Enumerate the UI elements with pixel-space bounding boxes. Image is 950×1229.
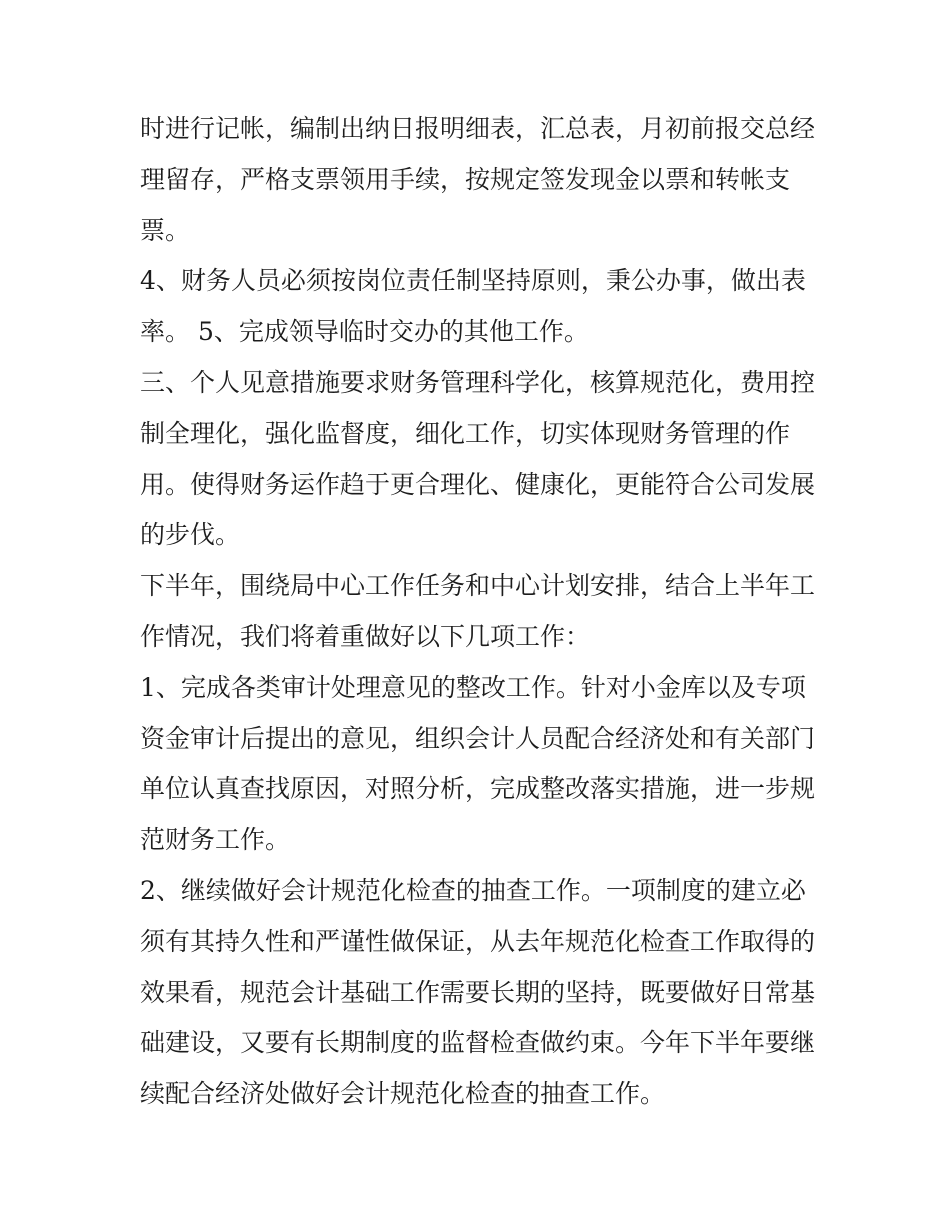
text-line: 时进行记帐，编制出纳日报明细表，汇总表，月初前报交总经 xyxy=(140,114,816,143)
text-line: 范财务工作。 xyxy=(140,825,291,855)
text-line: 票。 xyxy=(140,215,191,245)
text-line: 资金审计后提出的意见，组织会计人员配合经济处和有关部门 xyxy=(140,723,816,753)
paragraph-task-1 xyxy=(140,663,820,866)
text-line: 单位认真查找原因，对照分析，完成整改落实措施，进一步规 xyxy=(140,774,816,804)
text-line: 下半年，围绕局中心工作任务和中心计划安排，结合上半年工 xyxy=(140,571,816,601)
text-line: 作情况，我们将着重做好以下几项工作： xyxy=(140,621,591,651)
paragraph-task-2 xyxy=(140,866,820,1120)
text-line: 4、财务人员必须按岗位责任制坚持原则，秉公办事，做出表 xyxy=(140,266,806,296)
paragraph-item-4-5 xyxy=(140,256,820,358)
text-line: 续配合经济处做好会计规范化检查的抽查工作。 xyxy=(140,1079,666,1109)
text-line: 理留存，严格支票领用手续，按规定签发现金以票和转帐支 xyxy=(140,164,791,194)
paragraph-section-3 xyxy=(140,358,820,561)
text-line: 用。使得财务运作趋于更合理化、健康化，更能符合公司发展 xyxy=(140,469,816,499)
paragraph-cashier-duties xyxy=(140,104,820,256)
paragraph-second-half-intro xyxy=(140,561,820,663)
text-line: 1、完成各类审计处理意见的整改工作。针对小金库以及专项 xyxy=(140,672,806,702)
text-line: 制全理化，强化监督度，细化工作，切实体现财务管理的作 xyxy=(140,418,791,448)
text-line: 三、个人见意措施要求财务管理科学化，核算规范化，费用控 xyxy=(140,367,816,397)
text-line: 须有其持久性和严谨性做保证，从去年规范化检查工作取得的 xyxy=(140,926,816,956)
text-line: 2、继续做好会计规范化检查的抽查工作。一项制度的建立必 xyxy=(140,875,806,905)
text-line: 效果看，规范会计基础工作需要长期的坚持，既要做好日常基 xyxy=(140,977,816,1007)
text-line: 率。 5、完成领导临时交办的其他工作。 xyxy=(140,317,589,347)
document-body xyxy=(140,104,820,1120)
text-line: 的步伐。 xyxy=(140,520,241,550)
text-line: 础建设，又要有长期制度的监督检查做约束。今年下半年要继 xyxy=(140,1028,816,1058)
